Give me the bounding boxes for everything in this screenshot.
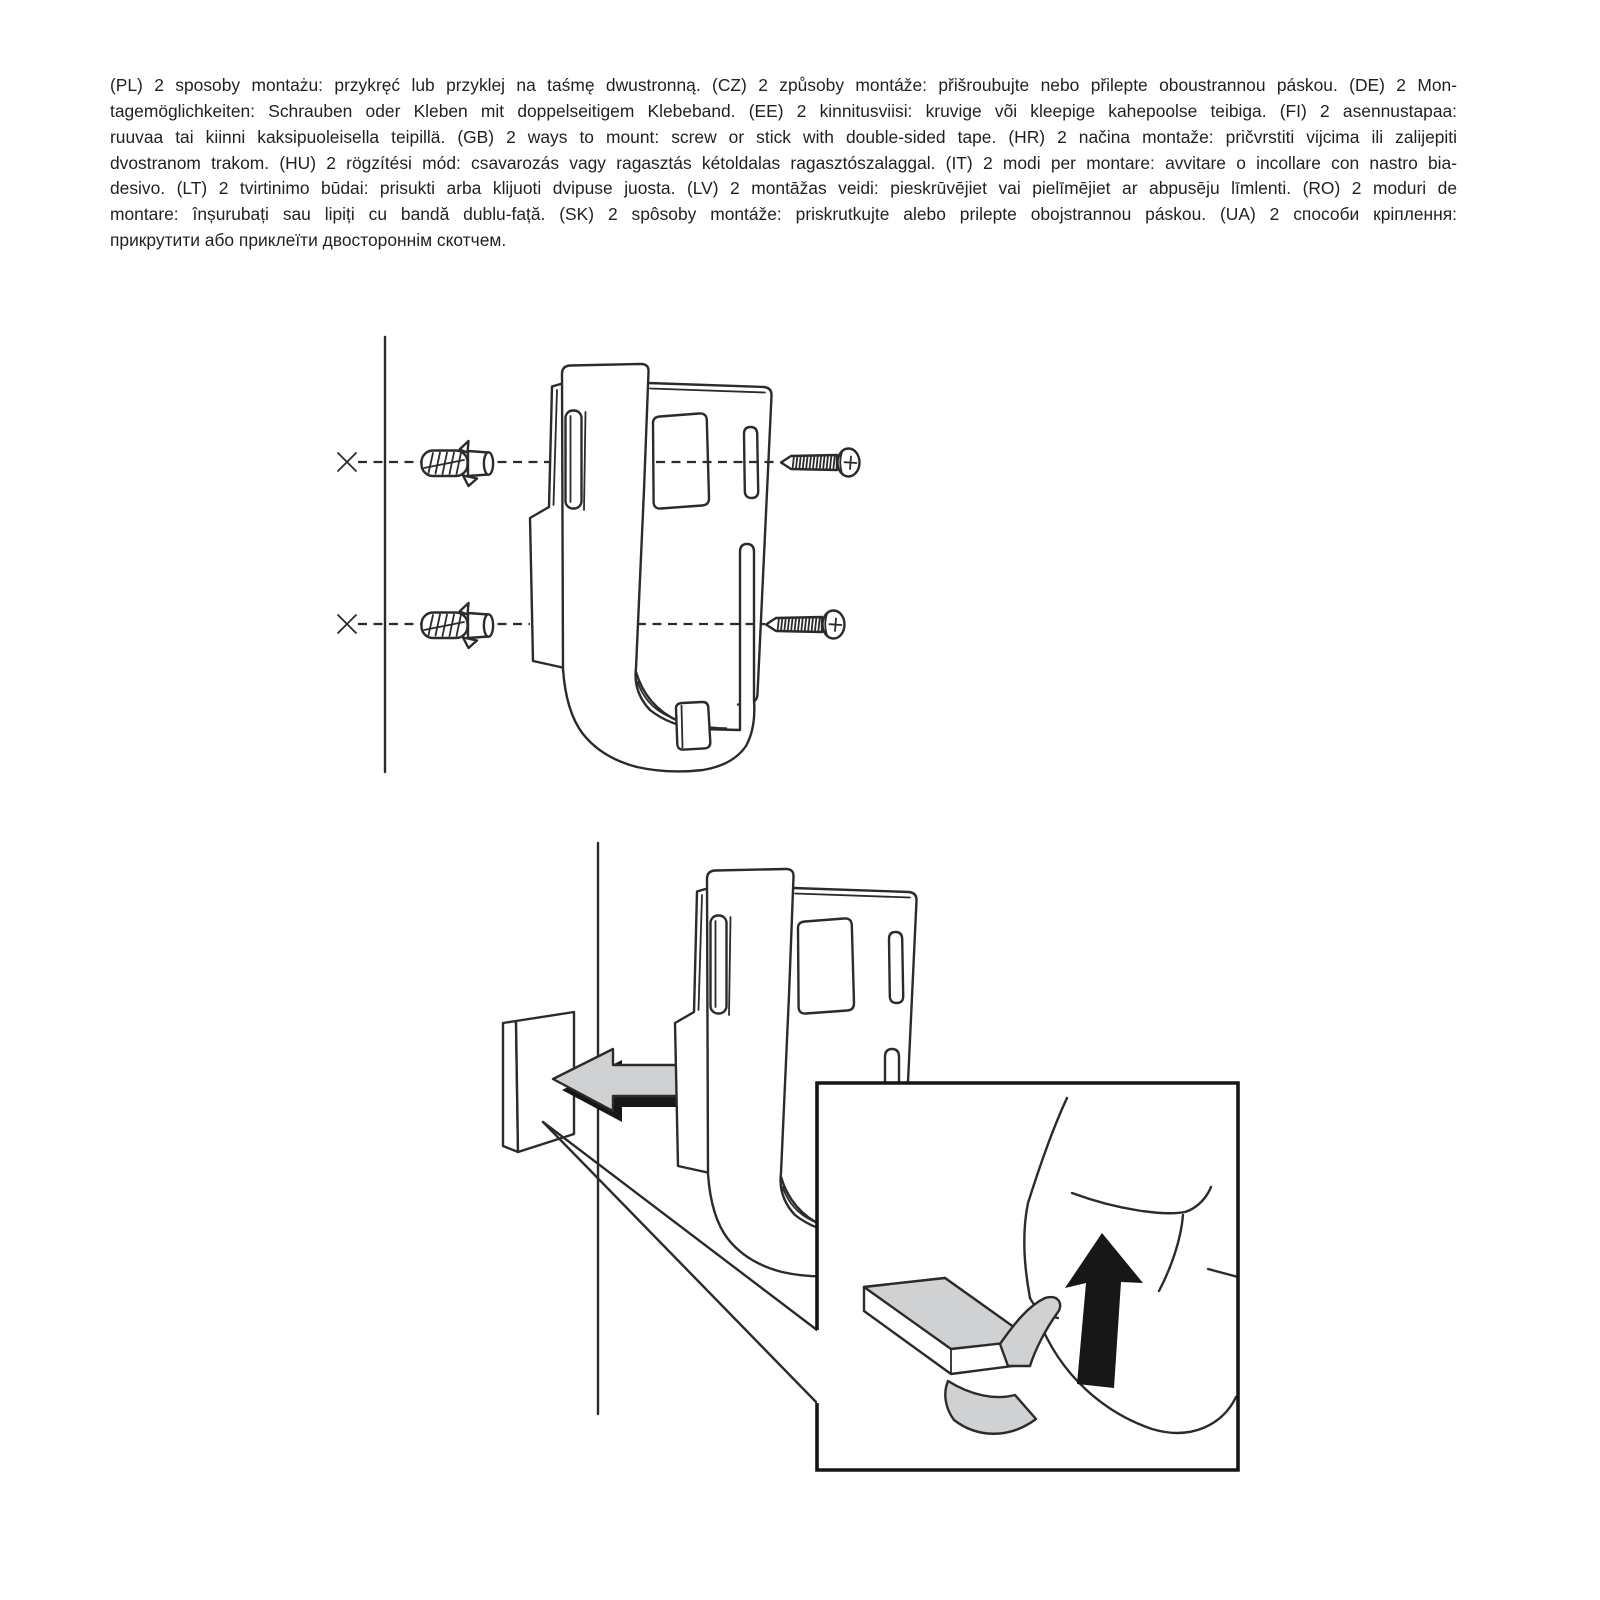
- holder-bracket: [530, 364, 772, 771]
- instruction-line: montare: înșurubați sau lipiți cu bandă dublu-față. (SK) 2 spôsoby montáže: priskrutkujte alebo prilepte obojstrannou páskou. (UA) 2 способи кріплення:: [110, 204, 1457, 225]
- figure-screw-mount: [338, 337, 860, 772]
- wall-plug-icon: [422, 603, 494, 648]
- screw-icon: [766, 611, 845, 639]
- drill-mark-x-icon: [338, 453, 356, 471]
- instruction-line: desivo. (LT) 2 tvirtinimo būdai: prisukti arba klijuoti dvipuse juosta. (LV) 2 montāžas veidi: pieskrūvējiet vai pielīmējiet ar abpusēju līmlenti. (RO) 2 moduri de: [110, 178, 1457, 199]
- instruction-line: tagemöglichkeiten: Schrauben oder Kleben mit doppelseitigem Klebeband. (EE) 2 kinnitusviisi: kruvige või kleepige kahepoolse teibiga. (FI) 2 asennustapaa:: [110, 100, 1457, 121]
- instruction-line: прикрутити або приклеїти двостороннім скотчем.: [110, 230, 507, 251]
- wall-plug-icon: [422, 441, 494, 486]
- screw-icon: [781, 449, 860, 477]
- drill-mark-x-icon: [338, 615, 356, 633]
- instruction-line: ruuvaa tai kiinni kaksipuoleisella teipillä. (GB) 2 ways to mount: screw or stick with double-sided tape. (HR) 2 načina montaže: pričvrstiti vijcima ili zalijepiti: [110, 126, 1457, 147]
- instruction-line: (PL) 2 sposoby montażu: przykręć lub przyklej na taśmę dwustronną. (CZ) 2 způsoby montáže: přišroubujte nebo přilepte oboustrannou páskou. (DE) 2 Mon-: [110, 75, 1457, 95]
- figure-tape-mount: [503, 843, 1238, 1470]
- instruction-line: dvostranom trakom. (HU) 2 rögzítési mód: csavarozás vagy ragasztás kétoldalas ragasztószalaggal. (IT) 2 modi per montare: avvitare o incollare con nastro bia-: [110, 152, 1457, 173]
